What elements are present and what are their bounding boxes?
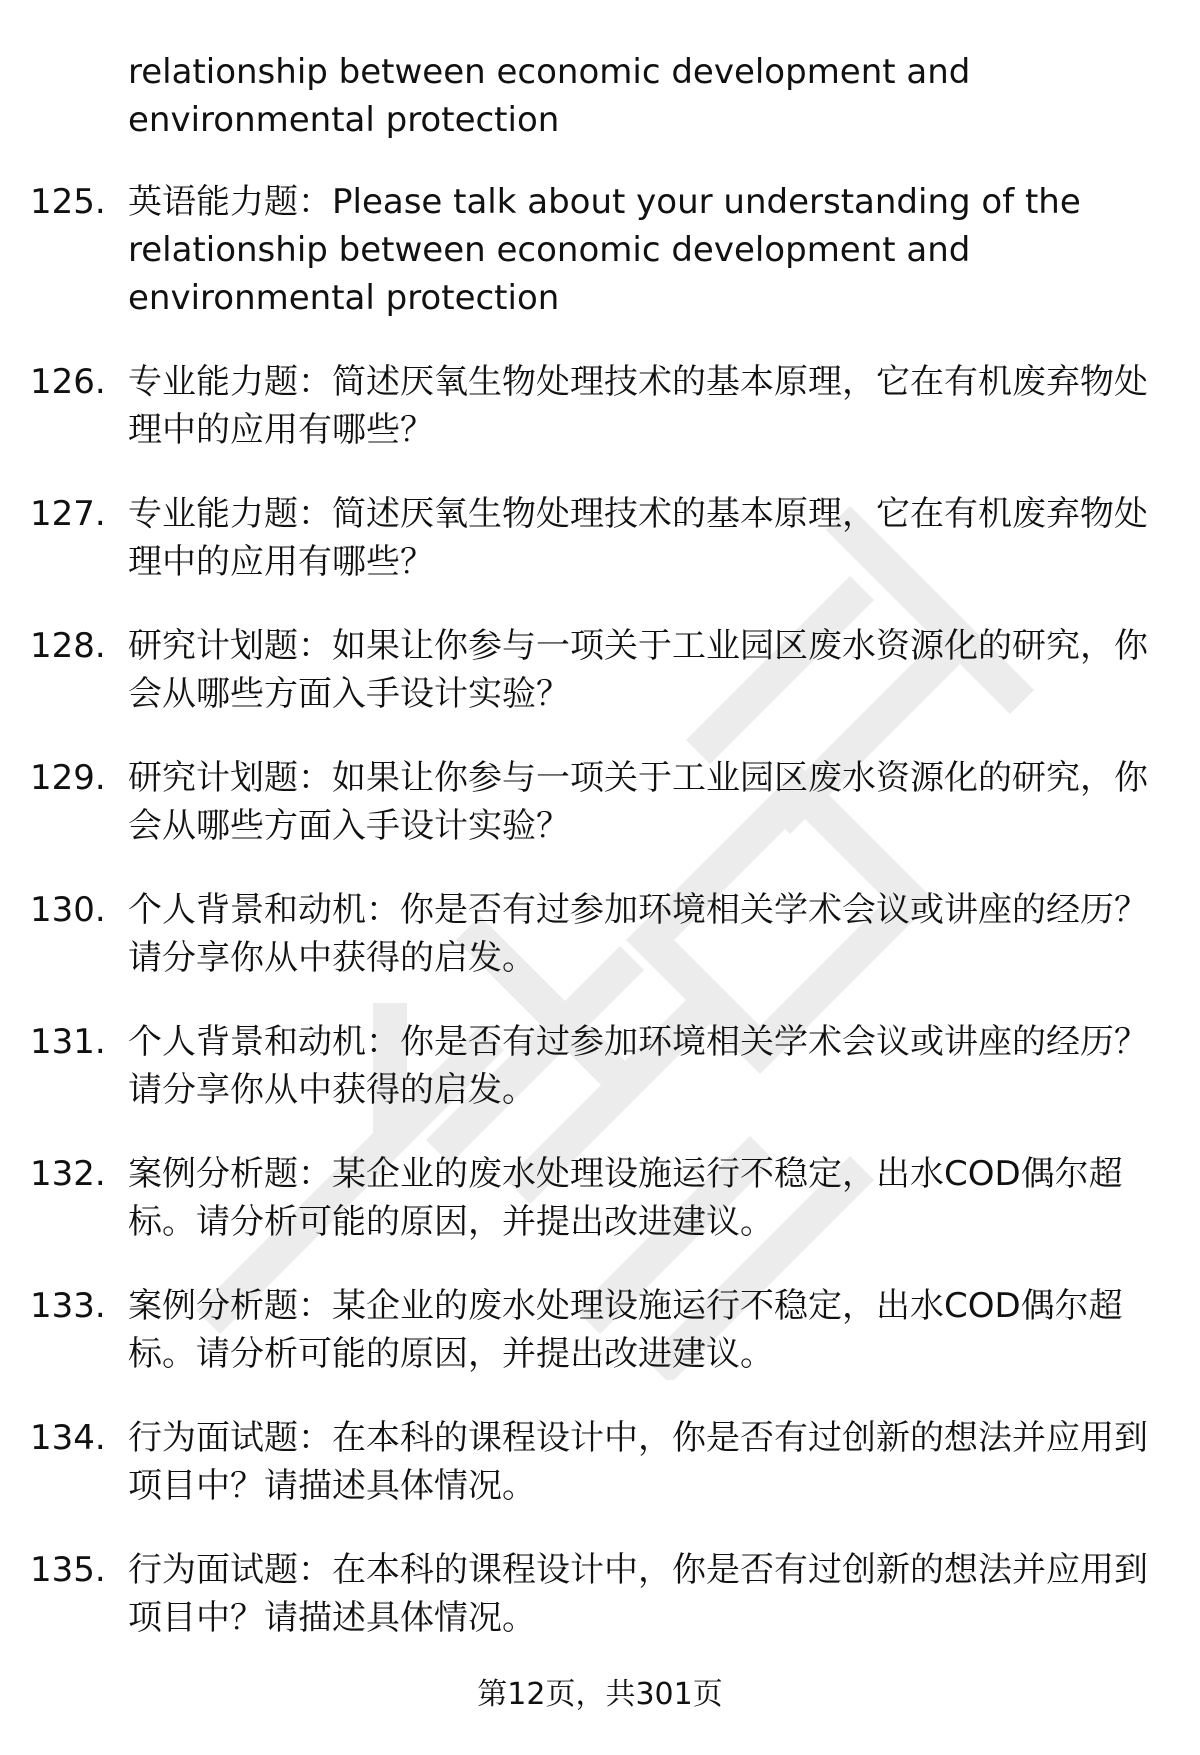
page-number: 第12页，共301页: [477, 1677, 723, 1712]
question-item: [0, 490, 1148, 586]
question-number: 125.: [30, 182, 106, 222]
question-number: 129.: [30, 758, 106, 798]
question-text: 专业能力题：简述厌氧生物处理技术的基本原理，它在有机废弃物处理中的应用有哪些？: [128, 362, 1148, 450]
question-number: 127.: [30, 494, 106, 534]
question-number: 132.: [30, 1154, 106, 1194]
question-item: [0, 1150, 1148, 1246]
question-text: 英语能力题：Please talk about your understanding of the relationship between economic development and environmental protection: [128, 182, 1081, 318]
question-item: [0, 358, 1148, 454]
question-number: 128.: [30, 626, 106, 666]
question-item: [0, 1414, 1148, 1510]
question-item: [0, 622, 1148, 718]
question-text: 行为面试题：在本科的课程设计中，你是否有过创新的想法并应用到项目中？请描述具体情况。: [128, 1418, 1148, 1506]
question-text: 个人背景和动机：你是否有过参加环境相关学术会议或讲座的经历？请分享你从中获得的启发。: [128, 1022, 1148, 1110]
question-item: [0, 754, 1148, 850]
question-item: [0, 1546, 1148, 1642]
question-item: [0, 1018, 1148, 1114]
question-list: [0, 48, 1200, 1678]
question-text: 研究计划题：如果让你参与一项关于工业园区废水资源化的研究，你会从哪些方面入手设计实验？: [128, 758, 1148, 846]
question-text: 案例分析题：某企业的废水处理设施运行不稳定，出水COD偶尔超标。请分析可能的原因，并提出改进建议。: [128, 1154, 1123, 1242]
question-number: 126.: [30, 362, 106, 402]
question-text: 研究计划题：如果让你参与一项关于工业园区废水资源化的研究，你会从哪些方面入手设计实验？: [128, 626, 1148, 714]
question-number: 134.: [30, 1418, 106, 1458]
question-text: 个人背景和动机：你是否有过参加环境相关学术会议或讲座的经历？请分享你从中获得的启发。: [128, 890, 1148, 978]
question-item: [0, 1282, 1148, 1378]
continued-question-text: relationship between economic development and environmental protection: [128, 52, 971, 140]
question-text: 行为面试题：在本科的课程设计中，你是否有过创新的想法并应用到项目中？请描述具体情况。: [128, 1550, 1148, 1638]
question-number: 130.: [30, 890, 106, 930]
question-text: 案例分析题：某企业的废水处理设施运行不稳定，出水COD偶尔超标。请分析可能的原因，并提出改进建议。: [128, 1286, 1123, 1374]
question-text: 专业能力题：简述厌氧生物处理技术的基本原理，它在有机废弃物处理中的应用有哪些？: [128, 494, 1148, 582]
question-item: [0, 178, 1148, 322]
question-number: 133.: [30, 1286, 106, 1326]
question-item: [0, 886, 1148, 982]
question-number: 131.: [30, 1022, 106, 1062]
question-number: 135.: [30, 1550, 106, 1590]
